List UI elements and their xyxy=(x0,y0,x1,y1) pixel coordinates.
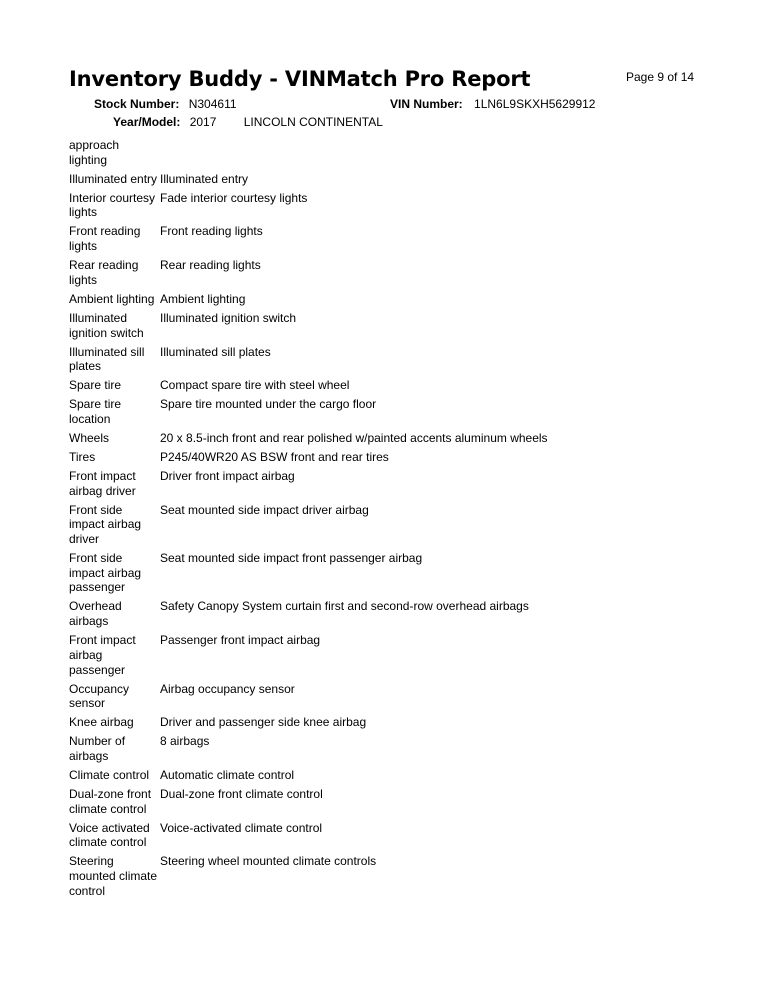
spec-row xyxy=(69,503,709,547)
spec-row xyxy=(69,450,709,465)
stock-number-value: N304611 xyxy=(188,97,237,111)
spec-value: P245/40WR20 AS BSW front and rear tires xyxy=(160,449,389,464)
spec-row xyxy=(69,224,709,253)
spec-label: approach lighting xyxy=(69,138,120,167)
spec-label: Voice activated climate control xyxy=(69,820,150,850)
spec-value: Illuminated sill plates xyxy=(160,344,271,359)
spec-label: Front reading lights xyxy=(69,224,141,254)
spec-label: Front side impact airbag driver xyxy=(69,502,142,547)
spec-row xyxy=(69,258,709,287)
spec-label: Dual-zone front climate control xyxy=(69,786,152,816)
spec-row xyxy=(69,397,709,426)
spec-row xyxy=(69,378,709,393)
spec-value: Compact spare tire with steel wheel xyxy=(160,378,350,393)
spec-row xyxy=(69,345,709,374)
spec-table xyxy=(69,138,709,903)
spec-row xyxy=(69,469,709,498)
spec-label: Front impact airbag driver xyxy=(69,468,136,498)
spec-label: Spare tire location xyxy=(69,397,122,426)
spec-row xyxy=(69,292,709,307)
spec-row xyxy=(69,633,709,677)
spec-value: 20 x 8.5-inch front and rear polished w/painted accents aluminum wheels xyxy=(160,430,548,445)
spec-value xyxy=(160,138,709,167)
page-number: Page 9 of 14 xyxy=(626,70,695,84)
spec-label: Illuminated entry xyxy=(69,171,158,186)
spec-label: Occupancy sensor xyxy=(69,681,130,711)
spec-row xyxy=(69,734,709,763)
spec-row xyxy=(69,191,709,220)
spec-value: Seat mounted side impact front passenger airbag xyxy=(160,551,423,566)
vin-number-line xyxy=(390,97,595,111)
stock-number-label: Stock Number: xyxy=(94,97,180,111)
year-value: 2017 xyxy=(189,115,217,129)
spec-value: Voice-activated climate control xyxy=(160,820,323,835)
spec-label: Interior courtesy lights xyxy=(69,190,156,220)
spec-row xyxy=(69,787,709,816)
spec-value: Illuminated entry xyxy=(160,171,249,186)
spec-value: Driver and passenger side knee airbag xyxy=(160,715,367,730)
spec-value: 8 airbags xyxy=(160,734,210,749)
report-title: Inventory Buddy - VINMatch Pro Report xyxy=(69,67,531,91)
spec-label: Tires xyxy=(69,449,96,464)
spec-label: Spare tire xyxy=(69,378,122,393)
model-value: LINCOLN CONTINENTAL xyxy=(243,115,383,129)
spec-value: Rear reading lights xyxy=(160,258,261,273)
year-model-label: Year/Model: xyxy=(113,115,181,129)
spec-label: Rear reading lights xyxy=(69,258,139,287)
spec-label: Climate control xyxy=(69,767,150,782)
spec-label: Illuminated sill plates xyxy=(69,344,145,374)
spec-value: Dual-zone front climate control xyxy=(160,786,323,801)
spec-value: Driver front impact airbag xyxy=(160,468,295,483)
spec-value: Passenger front impact airbag xyxy=(160,633,321,648)
spec-label: Front impact airbag passenger xyxy=(69,633,136,677)
spec-value: Ambient lighting xyxy=(160,291,246,306)
spec-row xyxy=(69,311,709,340)
stock-number-line xyxy=(94,97,237,111)
year-model-line xyxy=(113,115,383,129)
spec-value: Airbag occupancy sensor xyxy=(160,681,295,696)
spec-value: Steering wheel mounted climate controls xyxy=(160,854,377,869)
spec-label: Wheels xyxy=(69,430,110,445)
spec-label: Knee airbag xyxy=(69,715,134,730)
spec-value: Automatic climate control xyxy=(160,767,295,782)
spec-row xyxy=(69,768,709,783)
spec-value: Front reading lights xyxy=(160,224,263,239)
spec-value: Fade interior courtesy lights xyxy=(160,190,308,205)
spec-row xyxy=(69,551,709,595)
spec-label: Steering mounted climate control xyxy=(69,854,158,898)
spec-row xyxy=(69,599,709,628)
spec-value: Seat mounted side impact driver airbag xyxy=(160,502,369,517)
spec-label: Overhead airbags xyxy=(69,599,122,629)
spec-value: Spare tire mounted under the cargo floor xyxy=(160,397,377,412)
spec-row xyxy=(69,431,709,446)
spec-value: Illuminated ignition switch xyxy=(160,310,297,325)
vin-number-label: VIN Number: xyxy=(390,97,463,111)
spec-row xyxy=(69,821,709,850)
spec-label: Ambient lighting xyxy=(69,291,155,306)
spec-row xyxy=(69,172,709,187)
spec-label: Illuminated ignition switch xyxy=(69,310,144,340)
spec-row xyxy=(69,854,709,898)
spec-label: Number of airbags xyxy=(69,734,126,763)
spec-label: Front side impact airbag passenger xyxy=(69,551,142,595)
spec-row xyxy=(69,715,709,730)
spec-row xyxy=(69,682,709,711)
vin-number-value: 1LN6L9SKXH5629912 xyxy=(474,97,596,111)
spec-value: Safety Canopy System curtain first and second-row overhead airbags xyxy=(160,599,529,614)
spec-row xyxy=(69,138,709,167)
